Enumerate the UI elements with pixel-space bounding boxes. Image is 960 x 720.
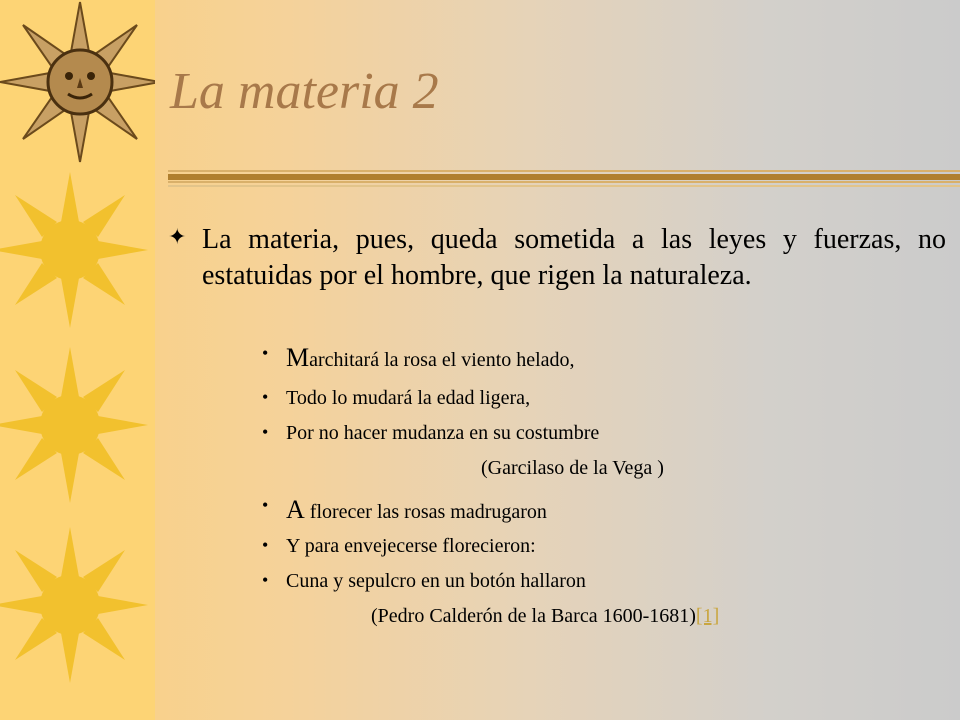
poem-line-text: Cuna y sepulcro en un botón hallaron: [286, 570, 586, 592]
bullet-dot-icon: •: [262, 535, 269, 555]
footnote-link[interactable]: [1]: [695, 605, 720, 627]
bullet-dot-icon: •: [262, 422, 269, 442]
poem2-attribution: [371, 605, 719, 628]
sun-face-icon: [0, 2, 155, 162]
decorative-sun-strip: [0, 0, 155, 720]
drop-initial: A: [286, 495, 305, 524]
bullet-dot-icon: •: [262, 570, 269, 590]
star-bullet-icon: ✦: [168, 224, 187, 249]
main-bullet-text: La materia, pues, queda sometida a las leyes y fuerzas, no estatuidas por el hombre, que rigen la naturaleza.: [202, 224, 946, 291]
poem-line-text: Todo lo mudará la edad ligera,: [286, 387, 531, 409]
main-bullet: [168, 222, 946, 294]
poem1-attribution: (Garcilaso de la Vega ): [481, 457, 664, 479]
drop-initial: M: [286, 343, 310, 372]
poem-line-text: architará la rosa el viento helado,: [309, 349, 575, 371]
sun-icon: [0, 347, 148, 503]
attribution-text: (Pedro Calderón de la Barca 1600-1681): [371, 605, 696, 627]
poem-line-text: Por no hacer mudanza en su costumbre: [286, 422, 600, 444]
sun-icon: [0, 527, 148, 683]
bullet-dot-icon: •: [262, 387, 269, 407]
sun-icon: [0, 172, 148, 328]
poem-line-text: Y para envejecerse florecieron:: [286, 535, 536, 557]
bullet-dot-icon: •: [262, 343, 269, 363]
poem-line-text: florecer las rosas madrugaron: [304, 501, 547, 523]
title-divider: [168, 170, 960, 188]
bullet-dot-icon: •: [262, 495, 269, 515]
slide-title: La materia 2: [170, 63, 439, 120]
